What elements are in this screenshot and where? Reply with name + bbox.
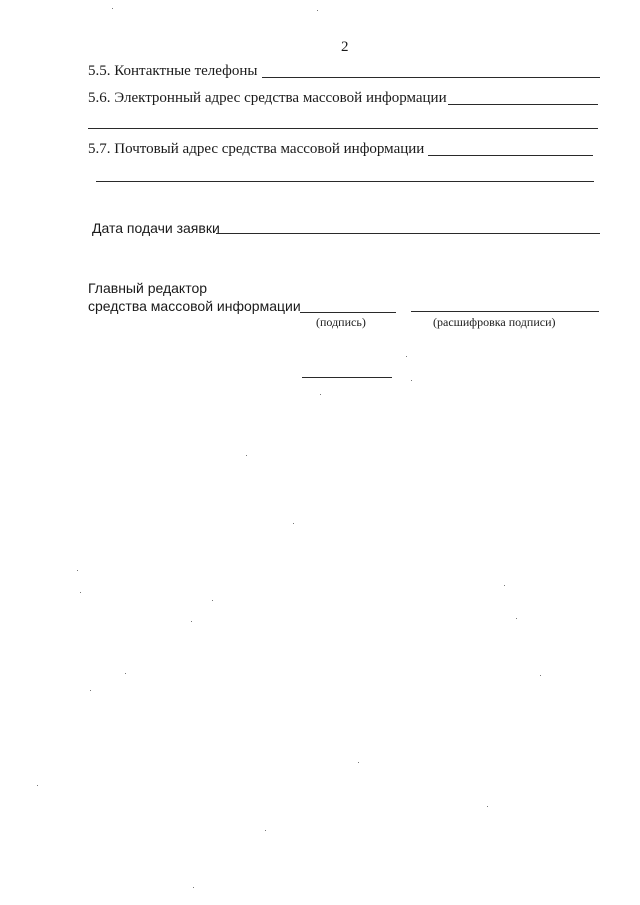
scan-speck — [246, 455, 247, 456]
page-number: 2 — [341, 39, 349, 55]
scan-speck — [516, 618, 517, 619]
scan-speck — [411, 380, 412, 381]
scan-speck — [487, 806, 488, 807]
scan-speck — [193, 887, 194, 888]
email-address-line-continued[interactable] — [88, 128, 598, 129]
scan-speck — [125, 673, 126, 674]
postal-address-line-continued[interactable] — [96, 181, 594, 182]
scan-speck — [504, 585, 505, 586]
media-outlet-title: средства массовой информации — [88, 298, 301, 314]
scan-speck — [317, 10, 318, 11]
scan-speck — [90, 690, 91, 691]
closing-line — [302, 377, 392, 378]
postal-address-line[interactable] — [428, 155, 593, 156]
application-date-line[interactable] — [216, 233, 600, 234]
scan-speck — [77, 570, 78, 571]
scan-speck — [406, 356, 407, 357]
scan-speck — [540, 675, 541, 676]
scan-speck — [191, 621, 192, 622]
scan-speck — [37, 785, 38, 786]
postal-address-label: 5.7. Почтовый адрес средства массовой информации — [88, 141, 425, 157]
scan-speck — [212, 600, 213, 601]
scan-speck — [320, 394, 321, 395]
signature-line[interactable] — [300, 312, 396, 313]
chief-editor-title: Главный редактор — [88, 280, 208, 296]
scan-speck — [293, 523, 294, 524]
contact-phones-label: 5.5. Контактные телефоны — [88, 63, 258, 79]
scan-speck — [80, 592, 81, 593]
application-date-label: Дата подачи заявки — [92, 220, 220, 236]
scan-speck — [358, 762, 359, 763]
scan-speck — [112, 8, 113, 9]
scan-speck — [265, 830, 266, 831]
signature-decryption-caption: (расшифровка подписи) — [433, 315, 556, 329]
contact-phones-line[interactable] — [262, 77, 600, 78]
signature-caption: (подпись) — [316, 315, 366, 329]
email-address-label: 5.6. Электронный адрес средства массовой информации — [88, 90, 447, 106]
email-address-line[interactable] — [448, 104, 598, 105]
signature-decryption-line[interactable] — [411, 311, 599, 312]
